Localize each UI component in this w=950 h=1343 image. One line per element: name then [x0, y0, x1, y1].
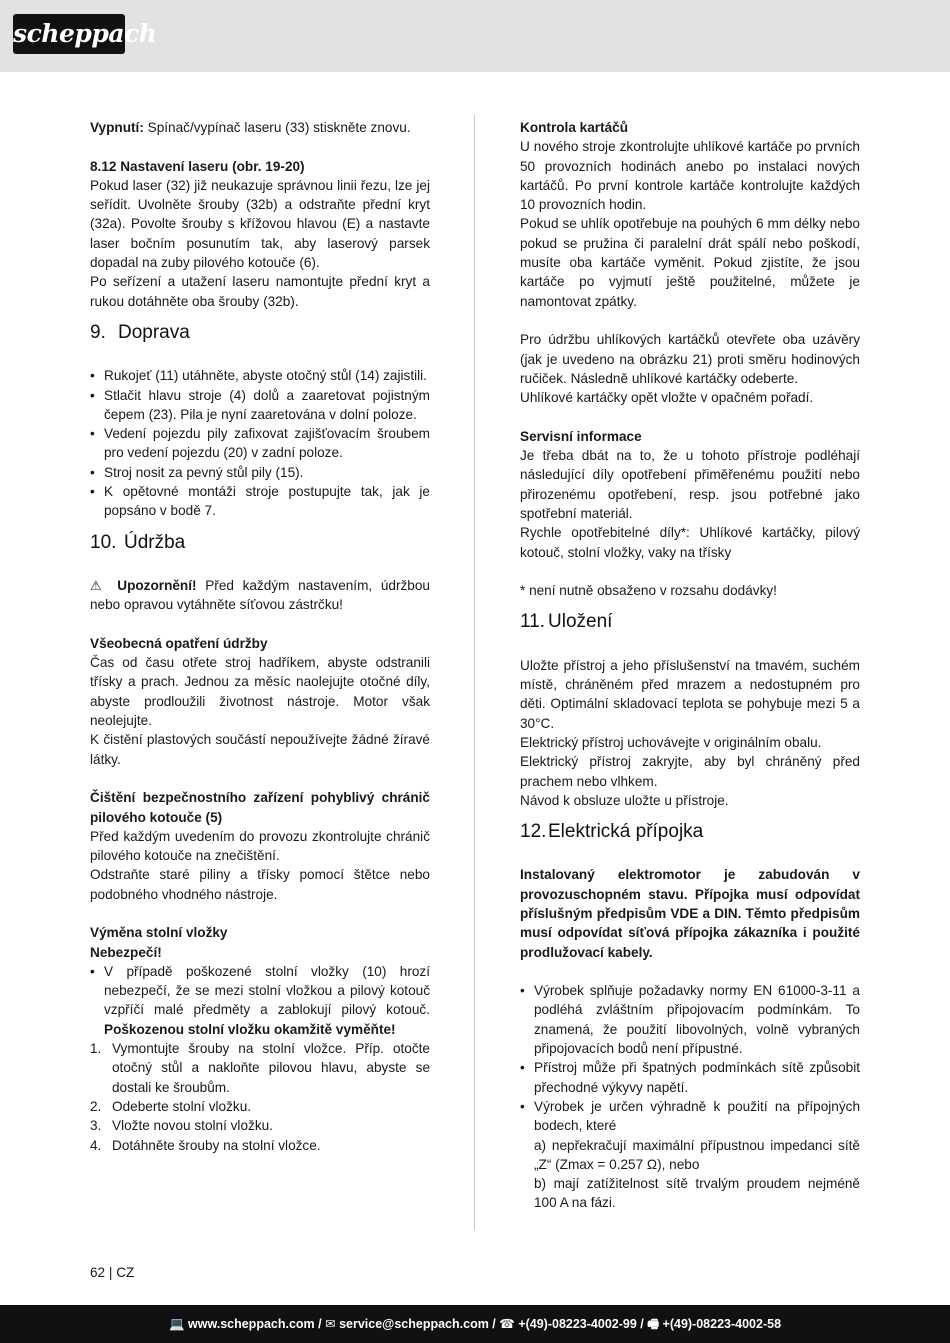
warning-paragraph: [90, 576, 430, 615]
storage-paragraph-2: Elektrický přístroj uchovávejte v originálním obalu.: [520, 734, 822, 750]
step-item: [90, 1136, 430, 1155]
step-text: Odeberte stolní vložku.: [112, 1098, 252, 1114]
laser-off-paragraph: [90, 118, 430, 137]
step-number: 3.: [90, 1118, 102, 1134]
fax-icon: 🖷: [647, 1317, 660, 1331]
heading-storage: [520, 608, 860, 636]
table-insert-warning-list: [90, 962, 430, 1039]
heading-title: Elektrická přípojka: [548, 821, 704, 843]
brushes-paragraph-2: Pokud se uhlík opotřebuje na pouhých 6 mm délky nebo pokud se pružina či paralelní drát spálí nebo poškodí, musíte oba kartáče vyměnit. Pokud zjistíte, že jsou kartáče po vyjmutí ještě použitelné, můžete je namontovat zpátky.: [520, 216, 860, 309]
general-maintenance-paragraph-1: Čas od času otřete stroj hadříkem, abyste odstranili třísky a prach. Jednou za měsíc naolejujte otočné díly, abyste prodloužili životnost nástroje. Motor však neolejujte.: [90, 655, 430, 729]
list-item: • Rukojeť (11) utáhněte, abyste otočný stůl (14) zajistili.: [90, 366, 430, 385]
brushes-paragraph-3: Pro údržbu uhlíkových kartáčků otevřete oba uzávěry (jak je uvedeno na obrázku 21) proti směru hodinových ručiček. Následně uhlíkové kartáčky odeberte.: [520, 332, 860, 386]
list-item-bold-text: Poškozenou stolní vložku okamžitě vyměňte!: [104, 1021, 396, 1037]
page-number-value: 62: [90, 1265, 106, 1280]
general-maintenance-paragraph-2: K čistění plastových součástí nepoužívejte žádné žíravé látky.: [90, 732, 430, 767]
heading-number: 11.: [520, 611, 546, 633]
step-text: Vložte novou stolní vložku.: [112, 1118, 273, 1134]
section-8-12-paragraph-2: Po seřízení a utažení laseru namontujte přední kryt a rukou dotáhněte oba šrouby (32b).: [90, 274, 430, 309]
list-item: [520, 1097, 860, 1213]
header-band: [0, 0, 950, 72]
guard-cleaning-paragraph-1: Před každým uvedením do provozu zkontrolujte chránič pilového kotouče na znečištění.: [90, 828, 430, 864]
electrical-list: [520, 981, 860, 1213]
brushes-paragraph-1: U nového stroje zkontrolujte uhlíkové kartáče po prvních 50 provozních hodinách anebo po instalaci nových kartáčů. Po první kontrole kartáče kontrolujte každých 10 provozních hodin.: [520, 139, 860, 213]
list-item: [90, 962, 430, 1039]
footer-bar: 💻 www.scheppach.com / ✉ service@scheppach.com / ☎ +(49)-08223-4002-99 / 🖷 +(49)-08223-4002-58: [0, 1305, 950, 1343]
heading-number: 10.: [90, 531, 117, 553]
table-insert-title: Výměna stolní vložky: [90, 925, 228, 941]
left-column: [90, 118, 430, 1155]
heading-maintenance: [90, 529, 430, 557]
heading-number: 9.: [90, 321, 106, 343]
list-item: • Vedení pojezdu pily zafixovat zajišťovacím šroubem pro vedení pojezdu (20) v zadní poloze.: [90, 424, 430, 463]
phone-icon: ☎: [499, 1317, 515, 1331]
step-item: [90, 1097, 430, 1116]
general-maintenance-title: Všeobecná opatření údržby: [90, 635, 268, 651]
footer-phone: +(49)-08223-4002-99: [518, 1317, 637, 1331]
email-icon: ✉: [325, 1317, 336, 1331]
footer-email-link[interactable]: service@scheppach.com: [339, 1317, 489, 1331]
warning-triangle-icon: ⚠: [90, 577, 107, 593]
heading-title: Doprava: [118, 321, 190, 343]
heading-number: 12.: [520, 821, 547, 843]
heading-electrical: [520, 818, 860, 846]
electrical-bold-paragraph: Instalovaný elektromotor je zabudován v provozuschopném stavu. Přípojka musí odpovídat příslušným předpisům VDE a DIN. Těmto předpisům musí odpovídat síťová přípojka zákazníka i použité prodlužovací kabely.: [520, 867, 860, 960]
guard-cleaning-paragraph-2: Odstraňte staré piliny a třísky pomocí štětce nebo podobného vhodného nástroje.: [90, 867, 430, 902]
step-text: Dotáhněte šrouby na stolní vložce.: [112, 1137, 321, 1153]
step-item: [90, 1116, 430, 1135]
step-item: [90, 1039, 430, 1097]
step-number: 1.: [90, 1041, 102, 1057]
step-text: Vymontujte šrouby na stolní vložce. Příp. otočte otočný stůl a nakloňte pilovou hlavu, abyste se dostali ke šroubům.: [112, 1041, 430, 1095]
laser-off-text: Spínač/vypínač laseru (33) stiskněte znovu.: [143, 120, 411, 135]
page-language: CZ: [116, 1265, 135, 1280]
step-number: 2.: [90, 1098, 102, 1114]
heading-title: Údržba: [124, 531, 186, 553]
brushes-title: Kontrola kartáčů: [520, 120, 629, 135]
footer-fax: +(49)-08223-4002-58: [662, 1317, 782, 1331]
service-note: * není nutně obsaženo v rozsahu dodávky!: [520, 583, 777, 599]
computer-icon: 💻: [168, 1317, 185, 1331]
service-paragraph-1: Je třeba dbát na to, že u tohoto přístroje podléhají následující díly opotřebení přiměřenému použití nebo přirozenému opotřebení, resp. jsou potřebné jako spotřební materiál.: [520, 448, 860, 521]
table-insert-danger: Nebezpečí!: [90, 944, 162, 960]
list-item: • Výrobek splňuje požadavky normy EN 61000-3-11 a podléhá zvláštním připojovacím podmínkám. To znamená, že použití libovolných, volně vybraných připojovacích bodů není přípustné.: [520, 981, 860, 1058]
list-item: • Přístroj může při špatných podmínkách sítě způsobit přechodné výkyvy napětí.: [520, 1058, 860, 1097]
list-item-text: V případě poškozené stolní vložky (10) hrozí nebezpečí, že se mezi stolní vložkou a pilový kotouč vzpříčí malé předměty a zablokují pilový kotouč.: [104, 963, 430, 1018]
storage-paragraph-1: Uložte přístroj a jeho příslušenství na tmavém, suchém místě, chráněném před mrazem a nedostupném pro děti. Optimální skladovací teplota se pohybuje mezi 5 a 30°C.: [520, 657, 860, 731]
laser-off-label: Vypnutí:: [90, 120, 144, 135]
storage-paragraph-4: Návod k obsluze uložte u přístroje.: [520, 792, 729, 808]
list-item-text: • Výrobek je určen výhradně k použití na přípojných bodech, které: [534, 1098, 860, 1134]
list-item-subitem-b: b) mají zatížitelnost sítě trvalým proudem nejméně 100 A na fázi.: [534, 1176, 860, 1211]
footer-web-link[interactable]: www.scheppach.com: [188, 1317, 315, 1331]
list-item: • K opětovné montáži stroje postupujte tak, jak je popsáno v bodě 7.: [90, 482, 430, 521]
section-8-12-title: 8.12 Nastavení laseru (obr. 19-20): [90, 158, 305, 174]
page-number: 62 | CZ: [90, 1265, 135, 1280]
transport-list: [90, 366, 430, 520]
warning-label: Upozornění!: [117, 577, 197, 593]
list-item: • Stlačit hlavu stroje (4) dolů a zaaretovat pojistným čepem (23). Pila je nyní zaaretována v dolní poloze.: [90, 386, 430, 425]
section-8-12-paragraph-1: Pokud laser (32) již neukazuje správnou linii řezu, lze jej seřídit. Uvolněte šrouby (32b) a odstraňte přední kryt (32a). Povolte šrouby s křížovou hlavou (E) a nastavte laser bočním posunutím tak, aby laserový parsek dopadal na zuby pilového kotouče (6).: [90, 177, 430, 271]
service-title: Servisní informace: [520, 428, 642, 444]
list-item: • Stroj nosit za pevný stůl pily (15).: [90, 463, 430, 482]
brushes-paragraph-4: Uhlíkové kartáčky opět vložte v opačném pořadí.: [520, 390, 814, 406]
list-item-subitem-a: a) nepřekračují maximální přípustnou impedanci sítě „Z“ (Zmax = 0.257 Ω), nebo: [534, 1137, 860, 1172]
heading-transport: [90, 319, 430, 347]
warning-text: Před každým nastavením, údržbou nebo opravou vytáhněte síťovou zástrčku!: [90, 577, 430, 613]
heading-title: Uložení: [548, 611, 613, 633]
step-number: 4.: [90, 1137, 102, 1153]
scheppach-logo: scheppach: [13, 14, 125, 54]
right-column: [520, 118, 860, 1213]
storage-paragraph-3: Elektrický přístroj zakryjte, aby byl chráněný před prachem nebo vlhkem.: [520, 754, 860, 789]
table-insert-steps: [90, 1039, 430, 1155]
service-paragraph-2: Rychle opotřebitelné díly*: Uhlíkové kartáčky, pilový kotouč, stolní vložky, vaky na třísky: [520, 525, 860, 560]
column-divider: [474, 115, 475, 1230]
guard-cleaning-title: Čištění bezpečnostního zařízení pohyblivý chránič pilového kotouče (5): [90, 790, 430, 825]
